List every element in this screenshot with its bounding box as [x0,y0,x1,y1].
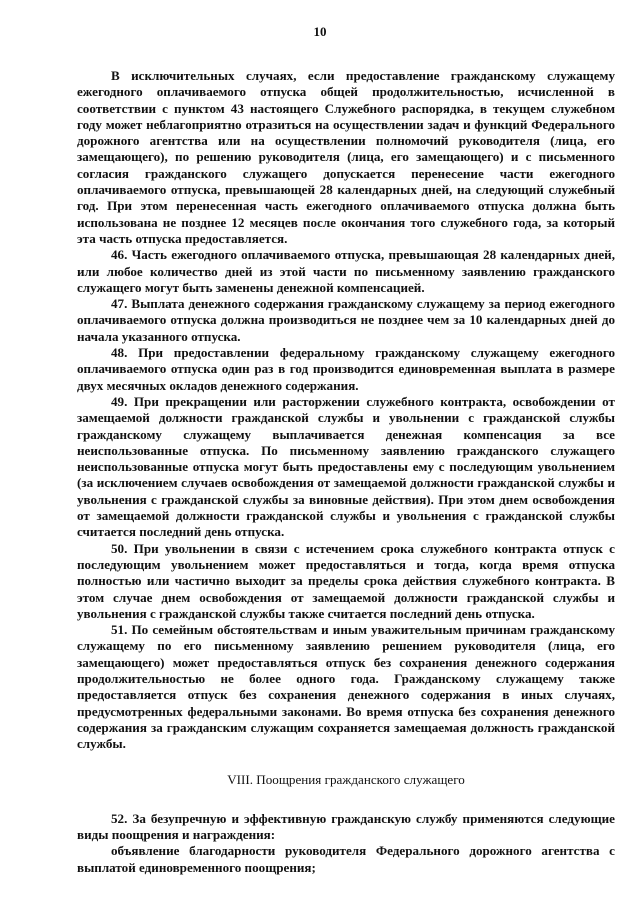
paragraph-50: 50. При увольнении в связи с истечением срока служебного контракта отпуск с последующим увольнением может предоставляться и тогда, когда время отпуска полностью или частично выходит за пределы срока действия служебного контракта. В этом случае днем освобождения от замещаемой должности гражданской службы и увольнения с гражданской службы также считается последний день отпуска. [77,540,615,621]
paragraph-45-continuation: В исключительных случаях, если предоставление гражданскому служащему ежегодного оплачиваемого отпуска общей продолжительностью, исчисленной в соответствии с пунктом 43 настоящего Служебного распорядка, в текущем служебном году может неблагоприятно отразиться на осуществлении задач и функций Федерального дорожного агентства или на осуществлении полномочий руководителя (лица, его замещающего), по решению руководителя (лица, его замещающего) и с письменного согласия гражданского служащего допускается перенесение части ежегодного оплачиваемого отпуска, превышающей 28 календарных дней, на следующий служебный год. При этом перенесенная часть ежегодного оплачиваемого отпуска должна быть использована не позднее 12 месяцев после окончания того служебного года, за который эта часть отпуска предоставляется. [77,68,615,246]
paragraph-52: 52. За безупречную и эффективную гражданскую службу применяются следующие виды поощрения и награждения: [77,810,615,843]
paragraph-51: 51. По семейным обстоятельствам и иным уважительным причинам гражданскому служащему по его письменному заявлению решением руководителя (лица, его замещающего) может предоставляться отпуск без сохранения денежного содержания продолжительностью не более одного года. Гражданскому служащему также предоставляется отпуск без сохранения денежного содержания в иных случаях, предусмотренных федеральными законами. Во время отпуска без сохранения денежного содержания за гражданским служащим сохраняется замещаемая должность гражданской службы. [77,622,615,752]
paragraph-46: 46. Часть ежегодного оплачиваемого отпуска, превышающая 28 календарных дней, или любое количество дней из этой части по письменному заявлению гражданского служащего могут быть заменены денежной компенсацией. [77,247,615,295]
document-body [77,68,615,876]
paragraph-48: 48. При предоставлении федеральному гражданскому служащему ежегодного оплачиваемого отпуска один раз в год производится единовременная выплата в размере двух месячных окладов денежного содержания. [77,345,615,393]
paragraph-52-item: объявление благодарности руководителя Федерального дорожного агентства с выплатой единовременного поощрения; [77,843,615,875]
section-heading: VIII. Поощрения гражданского служащего [227,772,465,788]
paragraph-47: 47. Выплата денежного содержания гражданскому служащему за период ежегодного оплачиваемого отпуска должна производиться не позднее чем за 10 календарных дней до начала указанного отпуска. [77,296,615,344]
page-number: 10 [313,24,327,39]
paragraph-49: 49. При прекращении или расторжении служебного контракта, освобождении от замещаемой должности гражданской службы и увольнении с гражданской службы гражданскому служащему выплачивается денежная компенсация за все неиспользованные отпуска. По письменному заявлению гражданского служащего неиспользованные отпуска могут быть предоставлены ему с последующим увольнением (за исключением случаев освобождения от замещаемой должности гражданской службы и увольнения с гражданской службы за виновные действия). При этом днем освобождения от замещаемой должности гражданской службы и увольнения с гражданской службы считается последний день отпуска. [77,393,615,540]
